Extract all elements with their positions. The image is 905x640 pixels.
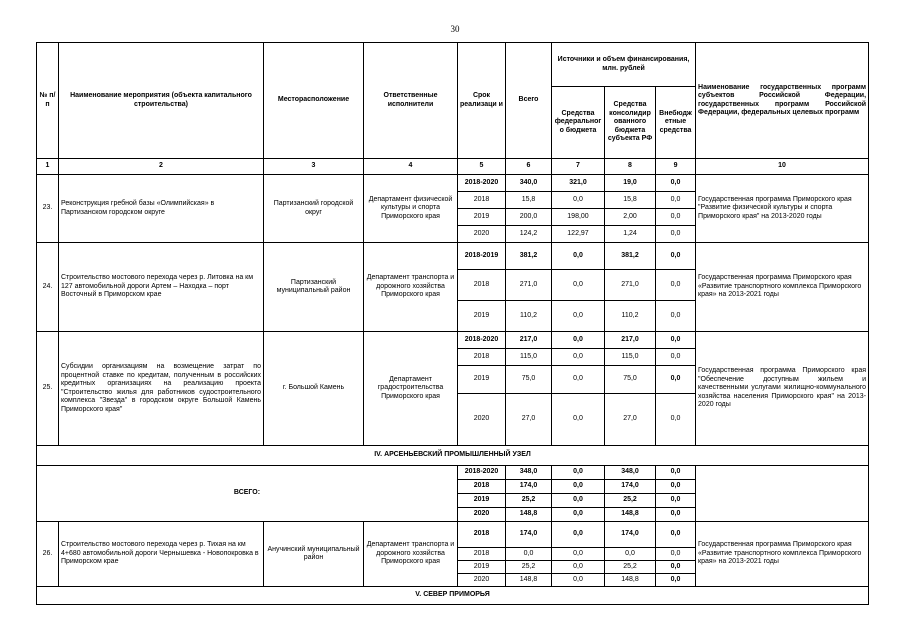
header-program: Наименование государственных программ субъектов Российской Федерации, государственных программ Российской Федерации, федеральных целевых программ (696, 43, 869, 159)
header-regional: Средства консолидир ованного бюджета субъекта РФ (605, 87, 656, 159)
total-regional: 348,0 (605, 466, 656, 480)
row-federal: 0,0 (552, 243, 605, 270)
total-label: ВСЕГО: (37, 466, 458, 522)
total-regional: 25,2 (605, 494, 656, 508)
row-regional: 381,2 (605, 243, 656, 270)
table-row (37, 522, 869, 548)
header-executors: Ответственные исполнители (364, 43, 458, 159)
item-num: 25. (37, 332, 59, 446)
row-federal: 0,0 (552, 349, 605, 366)
row-year: 2018-2020 (458, 175, 506, 192)
col-number: 7 (552, 159, 605, 175)
item-num: 24. (37, 243, 59, 332)
section-heading: V. СЕВЕР ПРИМОРЬЯ (37, 587, 869, 605)
row-year: 2020 (458, 394, 506, 446)
row-regional: 115,0 (605, 349, 656, 366)
total-federal: 0,0 (552, 508, 605, 522)
item-executor: Департамент транспорта и дорожного хозяйства Приморского края (364, 243, 458, 332)
row-federal: 0,0 (552, 332, 605, 349)
row-extra: 0,0 (656, 394, 696, 446)
row-year: 2019 (458, 366, 506, 394)
table-row (37, 175, 869, 192)
row-total: 124,2 (506, 226, 552, 243)
item-executor: Департамент градостроительства Приморского края (364, 332, 458, 446)
total-federal: 0,0 (552, 494, 605, 508)
total-program-cell (696, 466, 869, 522)
total-federal: 0,0 (552, 466, 605, 480)
row-extra: 0,0 (656, 301, 696, 332)
header-name: Наименование мероприятия (объекта капитального строительства) (59, 43, 264, 159)
row-year: 2018 (458, 548, 506, 561)
item-program: Государственная программа Приморского края «Развитие транспортного комплекса Приморского края» на 2013-2021 годы (696, 243, 869, 332)
row-total: 27,0 (506, 394, 552, 446)
row-federal: 0,0 (552, 366, 605, 394)
row-total: 271,0 (506, 270, 552, 301)
col-number: 8 (605, 159, 656, 175)
row-extra: 0,0 (656, 522, 696, 548)
col-number: 5 (458, 159, 506, 175)
row-total: 200,0 (506, 209, 552, 226)
total-federal: 0,0 (552, 480, 605, 494)
col-number: 1 (37, 159, 59, 175)
row-regional: 174,0 (605, 522, 656, 548)
row-year: 2018 (458, 349, 506, 366)
row-extra: 0,0 (656, 270, 696, 301)
total-regional: 174,0 (605, 480, 656, 494)
row-federal: 122,97 (552, 226, 605, 243)
row-regional: 27,0 (605, 394, 656, 446)
total-year: 2018-2020 (458, 466, 506, 480)
row-total: 110,2 (506, 301, 552, 332)
item-location: Партизанский муниципальный район (264, 243, 364, 332)
row-regional: 15,8 (605, 192, 656, 209)
header-extra: Внебюдж етные средства (656, 87, 696, 159)
col-number: 6 (506, 159, 552, 175)
item-name: Строительство мостового перехода через р. Литовка на км 127 автомобильной дороги Артем – Находка – порт Восточный в Приморском крае (59, 243, 264, 332)
row-year: 2018 (458, 192, 506, 209)
row-federal: 0,0 (552, 548, 605, 561)
row-total: 75,0 (506, 366, 552, 394)
row-federal: 0,0 (552, 192, 605, 209)
row-year: 2018-2020 (458, 332, 506, 349)
total-extra: 0,0 (656, 466, 696, 480)
row-extra: 0,0 (656, 574, 696, 587)
row-total: 381,2 (506, 243, 552, 270)
item-num: 26. (37, 522, 59, 587)
row-regional: 1,24 (605, 226, 656, 243)
total-year: 2018 (458, 480, 506, 494)
row-federal: 0,0 (552, 394, 605, 446)
col-number: 2 (59, 159, 264, 175)
row-extra: 0,0 (656, 561, 696, 574)
row-regional: 148,8 (605, 574, 656, 587)
row-regional: 110,2 (605, 301, 656, 332)
table-row (37, 466, 869, 480)
col-number: 3 (264, 159, 364, 175)
item-name: Субсидии организациям на возмещение затрат по процентной ставке по кредитам, полученным в российских кредитных организациях на реализацию проекта "Строительство жилья для работников судостроительного комплекса "Звезда" в городском округе Большой Камень Приморского края" (59, 332, 264, 446)
row-total: 115,0 (506, 349, 552, 366)
row-regional: 2,00 (605, 209, 656, 226)
col-number: 10 (696, 159, 869, 175)
item-location: Анучинский муниципальный район (264, 522, 364, 587)
column-numbers-row (37, 159, 869, 175)
row-federal: 0,0 (552, 561, 605, 574)
row-year: 2019 (458, 561, 506, 574)
item-name: Реконструкция гребной базы «Олимпийская» в Партизанском городском округе (59, 175, 264, 243)
row-regional: 19,0 (605, 175, 656, 192)
row-total: 340,0 (506, 175, 552, 192)
header-location: Месторасположение (264, 43, 364, 159)
row-year: 2018-2019 (458, 243, 506, 270)
total-year: 2020 (458, 508, 506, 522)
row-year: 2018 (458, 522, 506, 548)
item-location: г. Большой Камень (264, 332, 364, 446)
row-extra: 0,0 (656, 332, 696, 349)
row-year: 2019 (458, 209, 506, 226)
row-regional: 0,0 (605, 548, 656, 561)
row-federal: 0,0 (552, 301, 605, 332)
financing-table (36, 42, 869, 605)
row-total: 217,0 (506, 332, 552, 349)
total-sum: 25,2 (506, 494, 552, 508)
row-total: 15,8 (506, 192, 552, 209)
row-extra: 0,0 (656, 349, 696, 366)
row-federal: 0,0 (552, 270, 605, 301)
total-sum: 148,8 (506, 508, 552, 522)
page-number: 30 (450, 24, 460, 34)
header-term: Срок реализаци и (458, 43, 506, 159)
item-location: Партизанский городской округ (264, 175, 364, 243)
row-extra: 0,0 (656, 366, 696, 394)
total-regional: 148,8 (605, 508, 656, 522)
row-year: 2020 (458, 574, 506, 587)
row-regional: 271,0 (605, 270, 656, 301)
header-total: Всего (506, 43, 552, 159)
header-num: № п/п (37, 43, 59, 159)
table-row (37, 243, 869, 270)
row-federal: 0,0 (552, 522, 605, 548)
total-extra: 0,0 (656, 480, 696, 494)
row-total: 25,2 (506, 561, 552, 574)
item-num: 23. (37, 175, 59, 243)
table-row (37, 332, 869, 349)
section-heading: IV. АРСЕНЬЕВСКИЙ ПРОМЫШЛЕННЫЙ УЗЕЛ (37, 446, 869, 466)
header-federal: Средства федеральног о бюджета (552, 87, 605, 159)
row-regional: 75,0 (605, 366, 656, 394)
col-number: 9 (656, 159, 696, 175)
row-federal: 0,0 (552, 574, 605, 587)
row-year: 2018 (458, 270, 506, 301)
item-program: Государственная программа Приморского края «Развитие транспортного комплекса Приморского края» на 2013-2021 годы (696, 522, 869, 587)
row-year: 2019 (458, 301, 506, 332)
row-federal: 198,00 (552, 209, 605, 226)
total-extra: 0,0 (656, 508, 696, 522)
row-total: 174,0 (506, 522, 552, 548)
row-regional: 217,0 (605, 332, 656, 349)
item-executor: Департамент физической культуры и спорта Приморского края (364, 175, 458, 243)
row-regional: 25,2 (605, 561, 656, 574)
row-extra: 0,0 (656, 175, 696, 192)
header-sources: Источники и объем финансирования, млн. рублей (552, 43, 696, 87)
item-executor: Департамент транспорта и дорожного хозяйства Приморского края (364, 522, 458, 587)
row-extra: 0,0 (656, 243, 696, 270)
item-program: Государственная программа Приморского края "Обеспечение доступным жильем и качественными услугами жилищно-коммунального хозяйства населения Приморского края" на 2013-2020 годы (696, 332, 869, 446)
row-extra: 0,0 (656, 226, 696, 243)
item-name: Строительство мостового перехода через р. Тихая на км 4+680 автомобильной дороги Чернышевка - Новопокровка в Приморском крае (59, 522, 264, 587)
row-extra: 0,0 (656, 548, 696, 561)
row-federal: 321,0 (552, 175, 605, 192)
item-program: Государственная программа Приморского края "Развитие физической культуры и спорта Приморского края" на 2013-2020 годы (696, 175, 869, 243)
row-year: 2020 (458, 226, 506, 243)
row-total: 148,8 (506, 574, 552, 587)
row-extra: 0,0 (656, 192, 696, 209)
row-total: 0,0 (506, 548, 552, 561)
total-year: 2019 (458, 494, 506, 508)
total-sum: 174,0 (506, 480, 552, 494)
total-extra: 0,0 (656, 494, 696, 508)
total-sum: 348,0 (506, 466, 552, 480)
col-number: 4 (364, 159, 458, 175)
row-extra: 0,0 (656, 209, 696, 226)
